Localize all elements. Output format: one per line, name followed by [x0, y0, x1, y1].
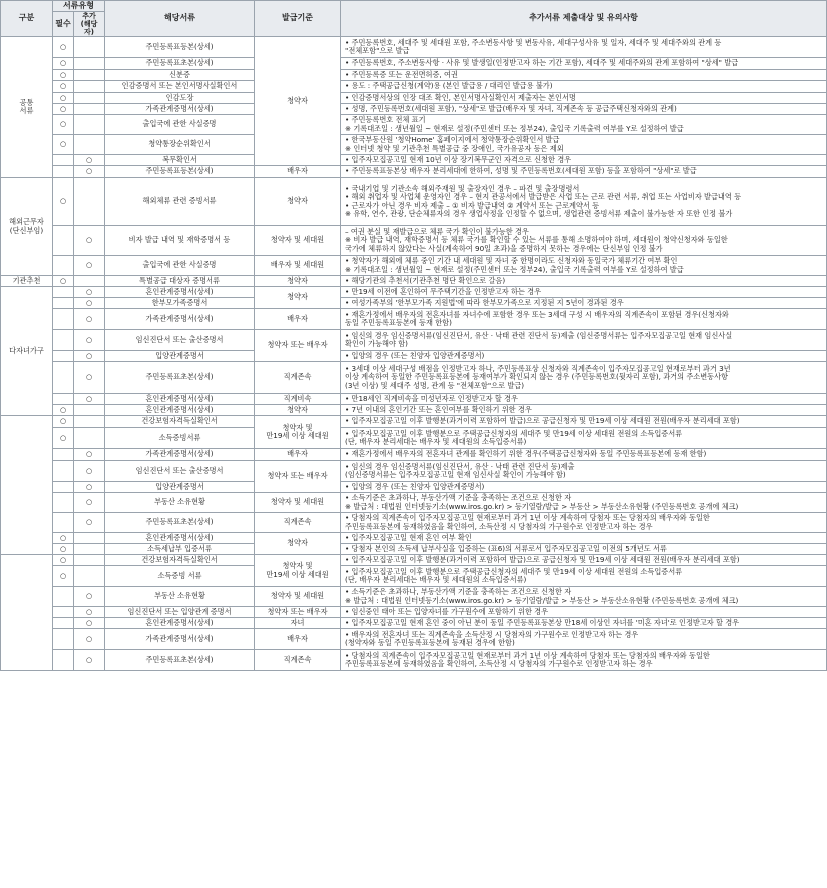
issue-basis-cell: 청약자 및 세대원 [255, 226, 341, 256]
additional-mark: ○ [74, 351, 105, 362]
additional-mark: ○ [74, 287, 105, 298]
required-mark [53, 449, 74, 461]
note-cell: • 성명, 주민등록번호(세대원 포함), "상세"로 발급(배우자 및 자녀, 직계존속 등 공급주택신청자와의 관계) [341, 104, 827, 115]
required-mark [53, 256, 74, 276]
additional-mark [74, 93, 105, 104]
required-mark: ○ [53, 115, 74, 135]
document-name: 가족관계증명서(상세) [105, 449, 255, 461]
additional-mark: ○ [74, 226, 105, 256]
document-name: 소득세납부 입증서류 [105, 544, 255, 555]
required-mark [53, 618, 74, 629]
note-cell: • 당첨자의 직계존속이 입주자모집공고일 현재로부터 과거 1년 이상 계속하여 당첨자 또는 당첨자의 배우자와 동일한 주민등록표등본에 등재하였음을 확인하여, 소득산정 시 당첨자의 가구원수로 인정받고자 하는 경우 [341, 513, 827, 533]
required-mark [53, 394, 74, 405]
additional-mark [74, 416, 105, 428]
required-mark: ○ [53, 566, 74, 587]
issue-basis-cell: 자녀 [255, 618, 341, 629]
issue-basis-cell: 청약자 및 세대원 [255, 587, 341, 607]
table-row [1, 587, 827, 607]
issue-basis-cell: 배우자 및 세대원 [255, 256, 341, 276]
table-row [1, 178, 827, 226]
document-name: 혼인관계증명서(상세) [105, 405, 255, 416]
note-cell: • 입주자모집공고일 현재 혼인 여부 확인 [341, 533, 827, 544]
note-cell: • 입주자모집공고일 이후 발행분(과거이력 포함하여 발급)으로 공급신청자 및 만19세 이상 세대원 전원(배우자 분리세대 포함) [341, 555, 827, 566]
required-mark [53, 155, 74, 166]
table-row [1, 416, 827, 428]
table-row [1, 533, 827, 544]
required-mark: ○ [53, 135, 74, 155]
note-cell: • 입주자모집공고일 이후 발행분으로 주택공급신청자의 세대주 및 만19세 이상 세대원 전원의 소득입증서류 (단, 배우자 분리세대는 배우자 및 세대원의 소득입증서류) [341, 428, 827, 449]
category-cell: 공통 서류 [1, 37, 53, 178]
required-mark [53, 330, 74, 351]
document-name: 혼인관계증명서(상세) [105, 618, 255, 629]
issue-basis-cell: 청약자 [255, 178, 341, 226]
table-row [1, 566, 827, 587]
document-name: 혼인관계증명서(상세) [105, 533, 255, 544]
required-mark: ○ [53, 58, 74, 70]
document-name: 인감도장 [105, 93, 255, 104]
document-name: 비자 발급 내역 및 재학증명서 등 [105, 226, 255, 256]
additional-mark [74, 555, 105, 566]
note-cell: • 국내기업 및 기관소속 해외주재원 및 출장자인 경우 – 파견 및 출장명령서 • 해외 취업자 및 사업체 운영자인 경우 – 현지 관공서에서 발급받은 사업 또는 근로 관련 서류, 취업 또는 사업비자 발급내역 등 • 근로자가 아닌 경우 비자 제출 – ① 비자 발급내역 ② 계약서 또는 근로계약서 등 ※ 유학, 연수, 관광, 단순체류자의 경우 생업사정을 인정할 수 없으며, 생업관련 증빙서류 제출이 불가능한 자 또한 인정 불가 [341, 178, 827, 226]
issue-basis-cell: 배우자 [255, 449, 341, 461]
additional-mark: ○ [74, 155, 105, 166]
table-row [1, 493, 827, 513]
required-mark [53, 513, 74, 533]
document-name: 소득증빙 서류 [105, 566, 255, 587]
additional-mark [74, 276, 105, 287]
table-row [1, 362, 827, 394]
table-row [1, 155, 827, 166]
document-name: 혼인관계증명서(상세) [105, 287, 255, 298]
table-row [1, 555, 827, 566]
additional-mark [74, 104, 105, 115]
table-row [1, 58, 827, 70]
issue-basis-cell: 청약자 [255, 287, 341, 309]
category-cell: 해외근무자 (단신부임) [1, 178, 53, 276]
note-cell: • 당첨자 본인의 소득세 납부사실을 입증하는 (표6)의 서류로서 입주자모집공고일 이전의 5개년도 서류 [341, 544, 827, 555]
additional-mark: ○ [74, 482, 105, 493]
table-row [1, 394, 827, 405]
document-name: 주민등록표초본(상세) [105, 650, 255, 671]
category-cell: 다자녀가구 [1, 287, 53, 416]
additional-mark: ○ [74, 298, 105, 309]
issue-basis-cell: 청약자 및 만19세 이상 세대원 [255, 416, 341, 449]
required-mark: ○ [53, 178, 74, 226]
table-row [1, 618, 827, 629]
required-mark [53, 650, 74, 671]
required-mark: ○ [53, 428, 74, 449]
document-name: 출입국에 관한 사실증명 [105, 115, 255, 135]
required-mark [53, 298, 74, 309]
required-mark: ○ [53, 81, 74, 93]
table-row [1, 330, 827, 351]
note-cell: • 3세대 이상 세대구성 배점을 인정받고자 하나, 주민등록표상 신청자와 직계존속이 입주자모집공고일 현재로부터 과거 3년 이상 계속하여 동일한 주민등록표등본에 등재여부가 확인되지 않는 경우 (주민등록번호(뒷자리 포함), 과거의 주소변동사항 (3년 이상) 및 세대주 성명, 관계 등 "전체포함"으로 발급) [341, 362, 827, 394]
required-mark [53, 461, 74, 482]
document-name: 가족관계증명서(상세) [105, 629, 255, 650]
additional-mark [74, 405, 105, 416]
note-cell: • 배우자의 전혼자녀 또는 직계존속을 소득산정 시 당첨자의 가구원수로 인정받고자 하는 경우 (청약자와 동일 주민등록표등본에 등재된 경우에 한함) [341, 629, 827, 650]
required-mark: ○ [53, 70, 74, 81]
note-cell: • 만18세인 직계비속을 미성년자로 인정받고자 할 경우 [341, 394, 827, 405]
additional-mark: ○ [74, 362, 105, 394]
note-cell: • 입주자모집공고일 이후 발행분(과거이력 포함하여 발급)으로 공급신청자 및 만19세 이상 세대원 전원(배우자 분리세대 포함) [341, 416, 827, 428]
document-name: 주민등록표등본(상세) [105, 37, 255, 58]
category-cell [1, 416, 53, 555]
required-mark [53, 166, 74, 178]
additional-mark [74, 58, 105, 70]
issue-basis-cell: 직계존속 [255, 362, 341, 394]
category-cell: 기관추천 [1, 276, 53, 287]
table-row [1, 81, 827, 93]
table-row [1, 115, 827, 135]
document-name: 가족관계증명서(상세) [105, 104, 255, 115]
table-row [1, 513, 827, 533]
document-name: 한부모가족증명서 [105, 298, 255, 309]
note-cell: • 입주자모집공고일 현재 혼인 중이 아닌 분이 동일 주민등록표등본상 만18세 이상인 자녀를 '미혼 자녀'로 인정받고자 할 경우 [341, 618, 827, 629]
required-mark: ○ [53, 405, 74, 416]
document-name: 입양관계증명서 [105, 482, 255, 493]
table-row [1, 70, 827, 81]
note-cell: • 재혼가정에서 배우자의 전혼자녀 관계를 확인하기 위한 경우(주택공급신청자와 동일 주민등록표등본에 등재 한함) [341, 449, 827, 461]
issue-basis-cell: 직계존속 [255, 650, 341, 671]
additional-mark: ○ [74, 629, 105, 650]
header-document: 해당서류 [105, 1, 255, 37]
document-name: 부동산 소유현황 [105, 587, 255, 607]
additional-mark [74, 70, 105, 81]
table-row [1, 166, 827, 178]
additional-mark [74, 135, 105, 155]
note-cell: • 임신중인 태아 또는 입양자녀를 가구원수에 포함하기 위한 경우 [341, 607, 827, 618]
required-mark: ○ [53, 37, 74, 58]
issue-basis-cell: 청약자 또는 배우자 [255, 330, 341, 362]
issue-basis-cell: 청약자 [255, 405, 341, 416]
note-cell: • 재혼가정에서 배우자의 전혼자녀를 자녀수에 포함한 경우 또는 3세대 구성 시 배우자의 직계존속이 포함된 경우(신청자와 동일 주민등록표등본에 등재 한함) [341, 309, 827, 330]
table-row [1, 309, 827, 330]
required-mark [53, 226, 74, 256]
issue-basis-cell: 청약자 또는 배우자 [255, 607, 341, 618]
table-row [1, 37, 827, 58]
note-cell: • 주민등록번호 전체 표기 ※ 기록대조일 : 생년월일 ~ 현재로 설정(주민센터 또는 정부24), 출입국 기록출력 여부를 Y로 설정하여 발급 [341, 115, 827, 135]
issue-basis-cell: 청약자 또는 배우자 [255, 461, 341, 493]
additional-mark [74, 178, 105, 226]
additional-mark: ○ [74, 394, 105, 405]
note-cell: • 주민등록표등본상 배우자 분리세대에 한하여, 성명 및 주민등록번호(세대원 포함) 등을 포함하여 "상세"로 발급 [341, 166, 827, 178]
category-cell [1, 555, 53, 671]
table-row [1, 629, 827, 650]
note-cell: • 소득기준은 초과하나, 부동산가액 기준을 충족하는 조건으로 신청한 자 ※ 발급처 : 대법원 인터넷등기소(www.iros.go.kr) > 등기열람/발급 > 부동산 > 부동산소유현황 (주민등록번호 공개에 체크) [341, 587, 827, 607]
document-name: 혼인관계증명서(상세) [105, 394, 255, 405]
header-additional: 추가 (해당자) [74, 12, 105, 37]
issue-basis-cell: 청약자 [255, 276, 341, 287]
note-cell: • 한국부동산원 '청약Home' 홈페이지에서 청약통장순위확인서 발급 ※ 인터넷 청약 및 기관추천 특별공급 중 장애인, 국가유공자 등은 제외 [341, 135, 827, 155]
required-mark [53, 351, 74, 362]
note-cell: • 임신의 경우 임신증명서류(임신진단서, 유산 · 낙태 관련 진단서 등)제출 (임신증명서류는 입주자모집공고일 현재 임신사실 확인이 가능해야 함) [341, 461, 827, 482]
document-name: 인감증명서 또는 본인서명사실확인서 [105, 81, 255, 93]
additional-mark [74, 115, 105, 135]
header-required: 필수 [53, 12, 74, 37]
document-name: 가족관계증명서(상세) [105, 309, 255, 330]
note-cell: • 입양의 경우 (또는 친양자 입양관계증명서) [341, 351, 827, 362]
required-mark [53, 629, 74, 650]
document-name: 특별공급 대상자 증명서류 [105, 276, 255, 287]
table-row [1, 428, 827, 449]
note-cell: • 입주자모집공고일 이후 발행분으로 주택공급신청자의 세대주 및 만19세 이상 세대원 전원의 소득입증서류 (단, 배우자 분리세대는 배우자 및 세대원의 소득입증서류) [341, 566, 827, 587]
note-cell: • 만19세 이전에 혼인하여 무주택기간을 인정받고자 하는 경우 [341, 287, 827, 298]
issue-basis-cell: 청약자 및 세대원 [255, 493, 341, 513]
issue-basis-cell: 직계존속 [255, 513, 341, 533]
document-name: 소득증빙서류 [105, 428, 255, 449]
note-cell: • 소득기준은 초과하나, 부동산가액 기준을 충족하는 조건으로 신청한 자 ※ 발급처 : 대법원 인터넷등기소(www.iros.go.kr) > 등기열람/발급 > 부동산 > 부동산소유현황 (주민등록번호 공개에 체크) [341, 493, 827, 513]
note-cell: • 입주자모집공고일 현재 10년 이상 장기복무군인 자격으로 신청한 경우 [341, 155, 827, 166]
table-row [1, 287, 827, 298]
additional-mark [74, 566, 105, 587]
note-cell: • 해당기관의 추천서(기관추천 명단 확인으로 갈음) [341, 276, 827, 287]
header-issue-basis: 발급기준 [255, 1, 341, 37]
additional-mark: ○ [74, 513, 105, 533]
header-category: 구분 [1, 1, 53, 37]
required-mark: ○ [53, 276, 74, 287]
additional-mark: ○ [74, 493, 105, 513]
note-cell: – 여권 분실 및 재발급으로 체류 국가 확인이 불가능한 경우 ※ 비자 발급 내역, 재학증명서 등 체류 국가를 확인할 수 있는 서류를 통해 소명하여야 하며, 세대원이 청약신청자와 동일한 국가에 체류하지 않았다는 사실(계속하여 90일 초과)을 증명하지 못하는 경우에는 단신부임 인정 불가 [341, 226, 827, 256]
required-mark [53, 362, 74, 394]
note-cell: • 임신의 경우 임신증명서류(임신진단서, 유산 · 낙태 관련 진단서 등)제출 (임신증명서류는 입주자모집공고일 현재 임신사실 확인이 가능해야 함) [341, 330, 827, 351]
table-row [1, 482, 827, 493]
table-row [1, 104, 827, 115]
required-mark: ○ [53, 93, 74, 104]
table-row [1, 256, 827, 276]
additional-mark [74, 533, 105, 544]
required-mark: ○ [53, 416, 74, 428]
document-name: 신분증 [105, 70, 255, 81]
additional-mark: ○ [74, 607, 105, 618]
note-cell: • 입양의 경우 (또는 친양자 입양관계증명서) [341, 482, 827, 493]
document-name: 주민등록표초본(상세) [105, 362, 255, 394]
additional-mark: ○ [74, 449, 105, 461]
document-name: 복무확인서 [105, 155, 255, 166]
table-row [1, 226, 827, 256]
additional-mark [74, 81, 105, 93]
additional-mark: ○ [74, 330, 105, 351]
document-name: 해외체류 관련 증빙서류 [105, 178, 255, 226]
table-row [1, 93, 827, 104]
required-mark [53, 309, 74, 330]
document-name: 주민등록표초본(상세) [105, 58, 255, 70]
document-name: 임신진단서 또는 출산증명서 [105, 330, 255, 351]
document-name: 청약통장순위확인서 [105, 135, 255, 155]
additional-mark: ○ [74, 256, 105, 276]
required-mark: ○ [53, 544, 74, 555]
note-cell: • 인감증명서상의 인장 대조 확인, 본인서명사실확인서 제출자는 본인서명 [341, 93, 827, 104]
issue-basis-cell: 직계비속 [255, 394, 341, 405]
table-row [1, 461, 827, 482]
additional-mark [74, 544, 105, 555]
required-mark [53, 482, 74, 493]
header-doc-type: 서류유형 [53, 1, 105, 12]
additional-mark [74, 37, 105, 58]
document-name: 건강보험자격득실확인서 [105, 555, 255, 566]
document-name: 입양관계증명서 [105, 351, 255, 362]
table-row [1, 544, 827, 555]
table-row [1, 298, 827, 309]
additional-mark: ○ [74, 618, 105, 629]
table-row [1, 449, 827, 461]
table-row [1, 607, 827, 618]
issue-basis-cell: 청약자 및 만19세 이상 세대원 [255, 555, 341, 587]
document-name: 출입국에 관한 사실증명 [105, 256, 255, 276]
issue-basis-cell: 배우자 [255, 629, 341, 650]
table-row [1, 650, 827, 671]
additional-mark: ○ [74, 461, 105, 482]
table-row [1, 135, 827, 155]
note-cell: • 주민등록번호, 세대주 및 세대원 포함, 주소변동사항 및 변동사유, 세대구성사유 및 일자, 세대주 및 세대주와의 관계 등 "전체포함"으로 발급 [341, 37, 827, 58]
required-mark [53, 607, 74, 618]
issue-basis-cell: 배우자 [255, 309, 341, 330]
required-mark: ○ [53, 104, 74, 115]
issue-basis-cell: 배우자 [255, 166, 341, 178]
note-cell: • 여성가족부의 '한부모가족 지원법'에 따라 한부모가족으로 지정된 지 5년이 경과된 경우 [341, 298, 827, 309]
table-row [1, 405, 827, 416]
note-cell: • 주민등록번호, 주소변동사항 · 사유 및 발생일(인정받고자 하는 기간 포함), 세대주 및 세대주와의 관계 포함하여 "상세" 발급 [341, 58, 827, 70]
issue-basis-cell: 청약자 [255, 37, 341, 166]
note-cell: • 청약자가 해외에 체류 중인 기간 내 세대원 및 자녀 중 한명이라도 신청자와 동일국가 체류기간 여부 확인 ※ 기록대조일 : 생년월일 ~ 현재로 설정(주민센터 또는 정부24), 출입국 기록출력 여부를 Y로 설정하여 발급 [341, 256, 827, 276]
additional-mark: ○ [74, 587, 105, 607]
additional-mark [74, 428, 105, 449]
note-cell: • 당첨자의 직계존속이 입주자모집공고일 현재로부터 과거 1년 이상 계속하여 당첨자 또는 당첨자의 배우자와 동일한 주민등록표등본에 등재하였음을 확인하여, 소득산정 시 당첨자의 가구원수로 인정받고자 하는 경우 [341, 650, 827, 671]
issue-basis-cell: 청약자 [255, 533, 341, 555]
required-mark: ○ [53, 533, 74, 544]
required-mark [53, 287, 74, 298]
table-row [1, 276, 827, 287]
document-name: 건강보험자격득실확인서 [105, 416, 255, 428]
note-cell: • 주민등록증 또는 운전면허증, 여권 [341, 70, 827, 81]
additional-mark: ○ [74, 309, 105, 330]
document-name: 부동산 소유현황 [105, 493, 255, 513]
table-row [1, 351, 827, 362]
document-name: 주민등록표등본(상세) [105, 166, 255, 178]
required-mark [53, 493, 74, 513]
header-notes: 추가서류 제출대상 및 유의사항 [341, 1, 827, 37]
required-mark [53, 587, 74, 607]
additional-mark: ○ [74, 650, 105, 671]
document-name: 임신진단서 또는 출산증명서 [105, 461, 255, 482]
note-cell: • 용도 : 주택공급신청(계약)용 (본인 발급용 / 대리인 발급용 불가) [341, 81, 827, 93]
required-mark: ○ [53, 555, 74, 566]
document-name: 주민등록표초본(상세) [105, 513, 255, 533]
note-cell: • 7년 이내의 혼인기간 또는 혼인여부를 확인하기 위한 경우 [341, 405, 827, 416]
document-name: 임신진단서 또는 입양관계 증명서 [105, 607, 255, 618]
additional-mark: ○ [74, 166, 105, 178]
